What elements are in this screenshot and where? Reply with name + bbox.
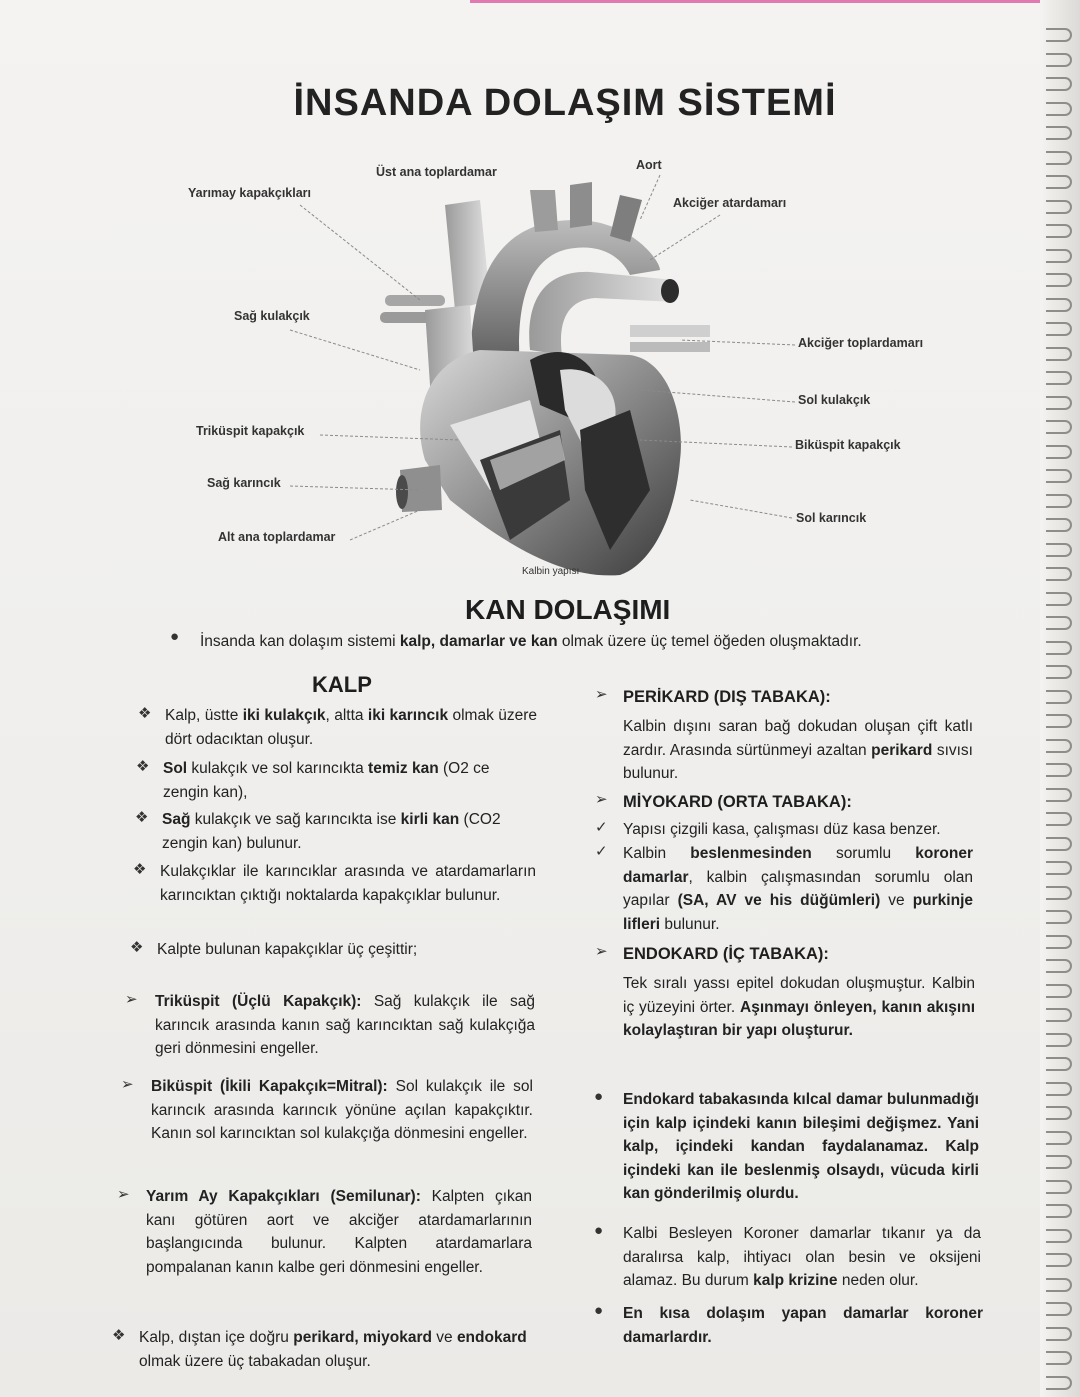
diagram-caption: Kalbin yapısı [522,566,580,577]
arrow-bullet-icon: ➢ [595,943,608,960]
valve-yarimay: Yarım Ay Kapakçıkları (Semilunar): Kalpten çıkan kanı götüren aort ve akciğer atardamarlarının başlangıcında bulunur. Kalpten atardamarlara pompalanan kanın kalbe geri dönmesini engeller. [146,1188,532,1276]
label-sag-karincik: Sağ karıncık [207,476,281,490]
spiral-ring [1046,910,1072,924]
spiral-ring [1046,1376,1072,1390]
note-2: Kalbi Besleyen Koroner damarlar tıkanır ya da daralırsa kalp, ihtiyacı olan besin ve oksijeni alamaz. Bu durum kalp krizine neden olur. [623,1225,981,1289]
spiral-ring [1046,886,1072,900]
diamond-bullet-icon: ❖ [133,861,147,878]
spiral-ring [1046,1253,1072,1267]
spiral-ring [1046,1057,1072,1071]
bullet-icon: ● [594,1302,604,1319]
diamond-bullet-icon: ❖ [138,705,152,722]
spiral-ring [1046,151,1072,165]
spiral-ring [1046,445,1072,459]
label-sol-kulakcik: Sol kulakçık [798,393,871,407]
arrow-bullet-icon: ➢ [117,1186,130,1203]
miyokard-item-2: Kalbin beslenmesinden sorumlu koroner damarlar, kalbin çalışmasından sorumlu olan yapılar (SA, AV ve his düğümleri) ve purkinje lifleri bulunur. [623,845,973,933]
check-icon: ✓ [595,819,608,836]
kalp-item-5: Kalpte bulunan kapakçıklar üç çeşittir; [157,941,418,958]
page-top-edge [470,0,1070,3]
spiral-binding [1040,0,1080,1397]
spiral-ring [1046,543,1072,557]
spiral-ring [1046,861,1072,875]
valve-trikuspit: Triküspit (Üçlü Kapakçık): Sağ kulakçık ile sağ karıncık arasında kanın sağ karıncıktan sağ kulakçığa geri dönmesini engeller. [155,993,535,1057]
spiral-ring [1046,1278,1072,1292]
endokard-text: Tek sıralı yassı epitel dokudan oluşmuştur. Kalbin iç yüzeyini örter. Aşınmayı önleyen, kanın akışını kolaylaştıran bir yapı oluşturur. [623,975,976,1039]
spiral-ring [1046,1082,1072,1096]
spiral-ring [1046,420,1072,434]
label-bikuspit: Biküspit kapakçık [795,438,901,452]
spiral-ring [1046,788,1072,802]
kalp-layers-summary: Kalp, dıştan içe doğru perikard, miyokard ve endokard olmak üzere üç tabakadan oluşur. [139,1329,527,1370]
bullet-icon: ● [170,628,180,645]
label-sol-karincik: Sol karıncık [796,511,867,525]
spiral-ring [1046,298,1072,312]
spiral-ring [1046,1131,1072,1145]
spiral-ring [1046,322,1072,336]
diamond-bullet-icon: ❖ [135,809,149,826]
kalp-item-1: Kalp, üstte iki kulakçık, altta iki karıncık olmak üzere dört odacıktan oluşur. [165,707,537,748]
spiral-ring [1046,763,1072,777]
label-alt-ana-toplardamar: Alt ana toplardamar [218,530,336,544]
diamond-bullet-icon: ❖ [130,939,144,956]
spiral-ring [1046,641,1072,655]
label-akciger-atardamari: Akciğer atardamarı [673,196,787,210]
spiral-ring [1046,1351,1072,1365]
spiral-ring [1046,1327,1072,1341]
note-1: Endokard tabakasında kılcal damar bulunmadığı için kalp içindeki kanın bileşimi değişmez. Yani kalp, içindeki kandan faydalanamaz. Kalp içindeki kan ile beslenmiş olsaydı, vücuda kirli kan gönderilmiş olurdu. [623,1091,979,1202]
spiral-ring [1046,1180,1072,1194]
spiral-ring [1046,1155,1072,1169]
spiral-ring [1046,592,1072,606]
spiral-ring [1046,249,1072,263]
spiral-ring [1046,616,1072,630]
spiral-ring [1046,224,1072,238]
spiral-ring [1046,690,1072,704]
spiral-ring [1046,518,1072,532]
spiral-ring [1046,273,1072,287]
label-sag-kulakcik: Sağ kulakçık [234,309,310,323]
kalp-heading: KALP [312,672,372,697]
kalp-item-3: Sağ kulakçık ve sağ karıncıkta ise kirli kan (CO2 zengin kan) bulunur. [162,811,501,852]
spiral-ring [1046,200,1072,214]
spiral-ring [1046,812,1072,826]
spiral-ring [1046,837,1072,851]
perikard-heading: PERİKARD (DIŞ TABAKA): [623,688,831,706]
section-title: KAN DOLAŞIMI [465,594,671,625]
heart-diagram [330,160,730,580]
spiral-ring [1046,739,1072,753]
kalp-item-4: Kulakçıklar ile karıncıklar arasında ve atardamarların karıncıktan çıktığı noktalarda kapakçıklar bulunur. [160,863,536,904]
spiral-ring [1046,959,1072,973]
spiral-ring [1046,1033,1072,1047]
pulmonary-veins [630,325,710,337]
spiral-ring [1046,1204,1072,1218]
endokard-heading: ENDOKARD (İÇ TABAKA): [623,945,829,963]
spiral-ring [1046,1106,1072,1120]
check-icon: ✓ [595,843,608,860]
arrow-bullet-icon: ➢ [595,686,608,703]
label-yarimay: Yarımay kapakçıkları [188,186,312,200]
label-ust-ana-toplardamar: Üst ana toplardamar [376,165,497,179]
page-title: İNSANDA DOLAŞIM SİSTEMİ [293,82,837,124]
label-akciger-toplardamari: Akciğer toplardamarı [798,336,924,350]
spiral-ring [1046,347,1072,361]
spiral-ring [1046,1302,1072,1316]
note-3: En kısa dolaşım yapan damarlar koroner damarlardır. [623,1305,983,1346]
intro-text: İnsanda kan dolaşım sistemi kalp, damarlar ve kan olmak üzere üç temel öğeden oluşmaktadır. [200,633,862,650]
spiral-ring [1046,1229,1072,1243]
spiral-ring [1046,714,1072,728]
spiral-ring [1046,175,1072,189]
spiral-ring [1046,396,1072,410]
arrow-bullet-icon: ➢ [125,991,138,1008]
arrow-bullet-icon: ➢ [595,791,608,808]
kalp-item-2: Sol kulakçık ve sol karıncıkta temiz kan (O2 ce zengin kan), [163,760,490,801]
perikard-text: Kalbin dışını saran bağ dokudan oluşan çift katlı zardır. Arasında sürtünmeyi azaltan perikard sıvısı bulunur. [623,718,973,782]
bullet-icon: ● [594,1222,604,1239]
spiral-ring [1046,935,1072,949]
label-trikuspit: Triküspit kapakçık [196,424,305,438]
diamond-bullet-icon: ❖ [136,758,150,775]
spiral-ring [1046,1008,1072,1022]
arrow-bullet-icon: ➢ [121,1076,134,1093]
spiral-ring [1046,28,1072,42]
miyokard-item-1: Yapısı çizgili kasa, çalışması düz kasa benzer. [623,821,941,838]
spiral-ring [1046,126,1072,140]
miyokard-heading: MİYOKARD (ORTA TABAKA): [623,793,852,811]
label-aort: Aort [636,158,662,172]
spiral-ring [1046,665,1072,679]
spiral-ring [1046,371,1072,385]
diamond-bullet-icon: ❖ [112,1327,126,1344]
spiral-ring [1046,53,1072,67]
spiral-ring [1046,494,1072,508]
bullet-icon: ● [594,1088,604,1105]
spiral-ring [1046,469,1072,483]
spiral-ring [1046,567,1072,581]
spiral-ring [1046,984,1072,998]
valve-bikuspit: Biküspit (İkili Kapakçık=Mitral): Sol kulakçık ile sol karıncık arasında karıncık yönüne açılan kapakçıktır. Kanın sol karıncıktan sol kulakçığa dönmesini engeller. [151,1078,533,1142]
